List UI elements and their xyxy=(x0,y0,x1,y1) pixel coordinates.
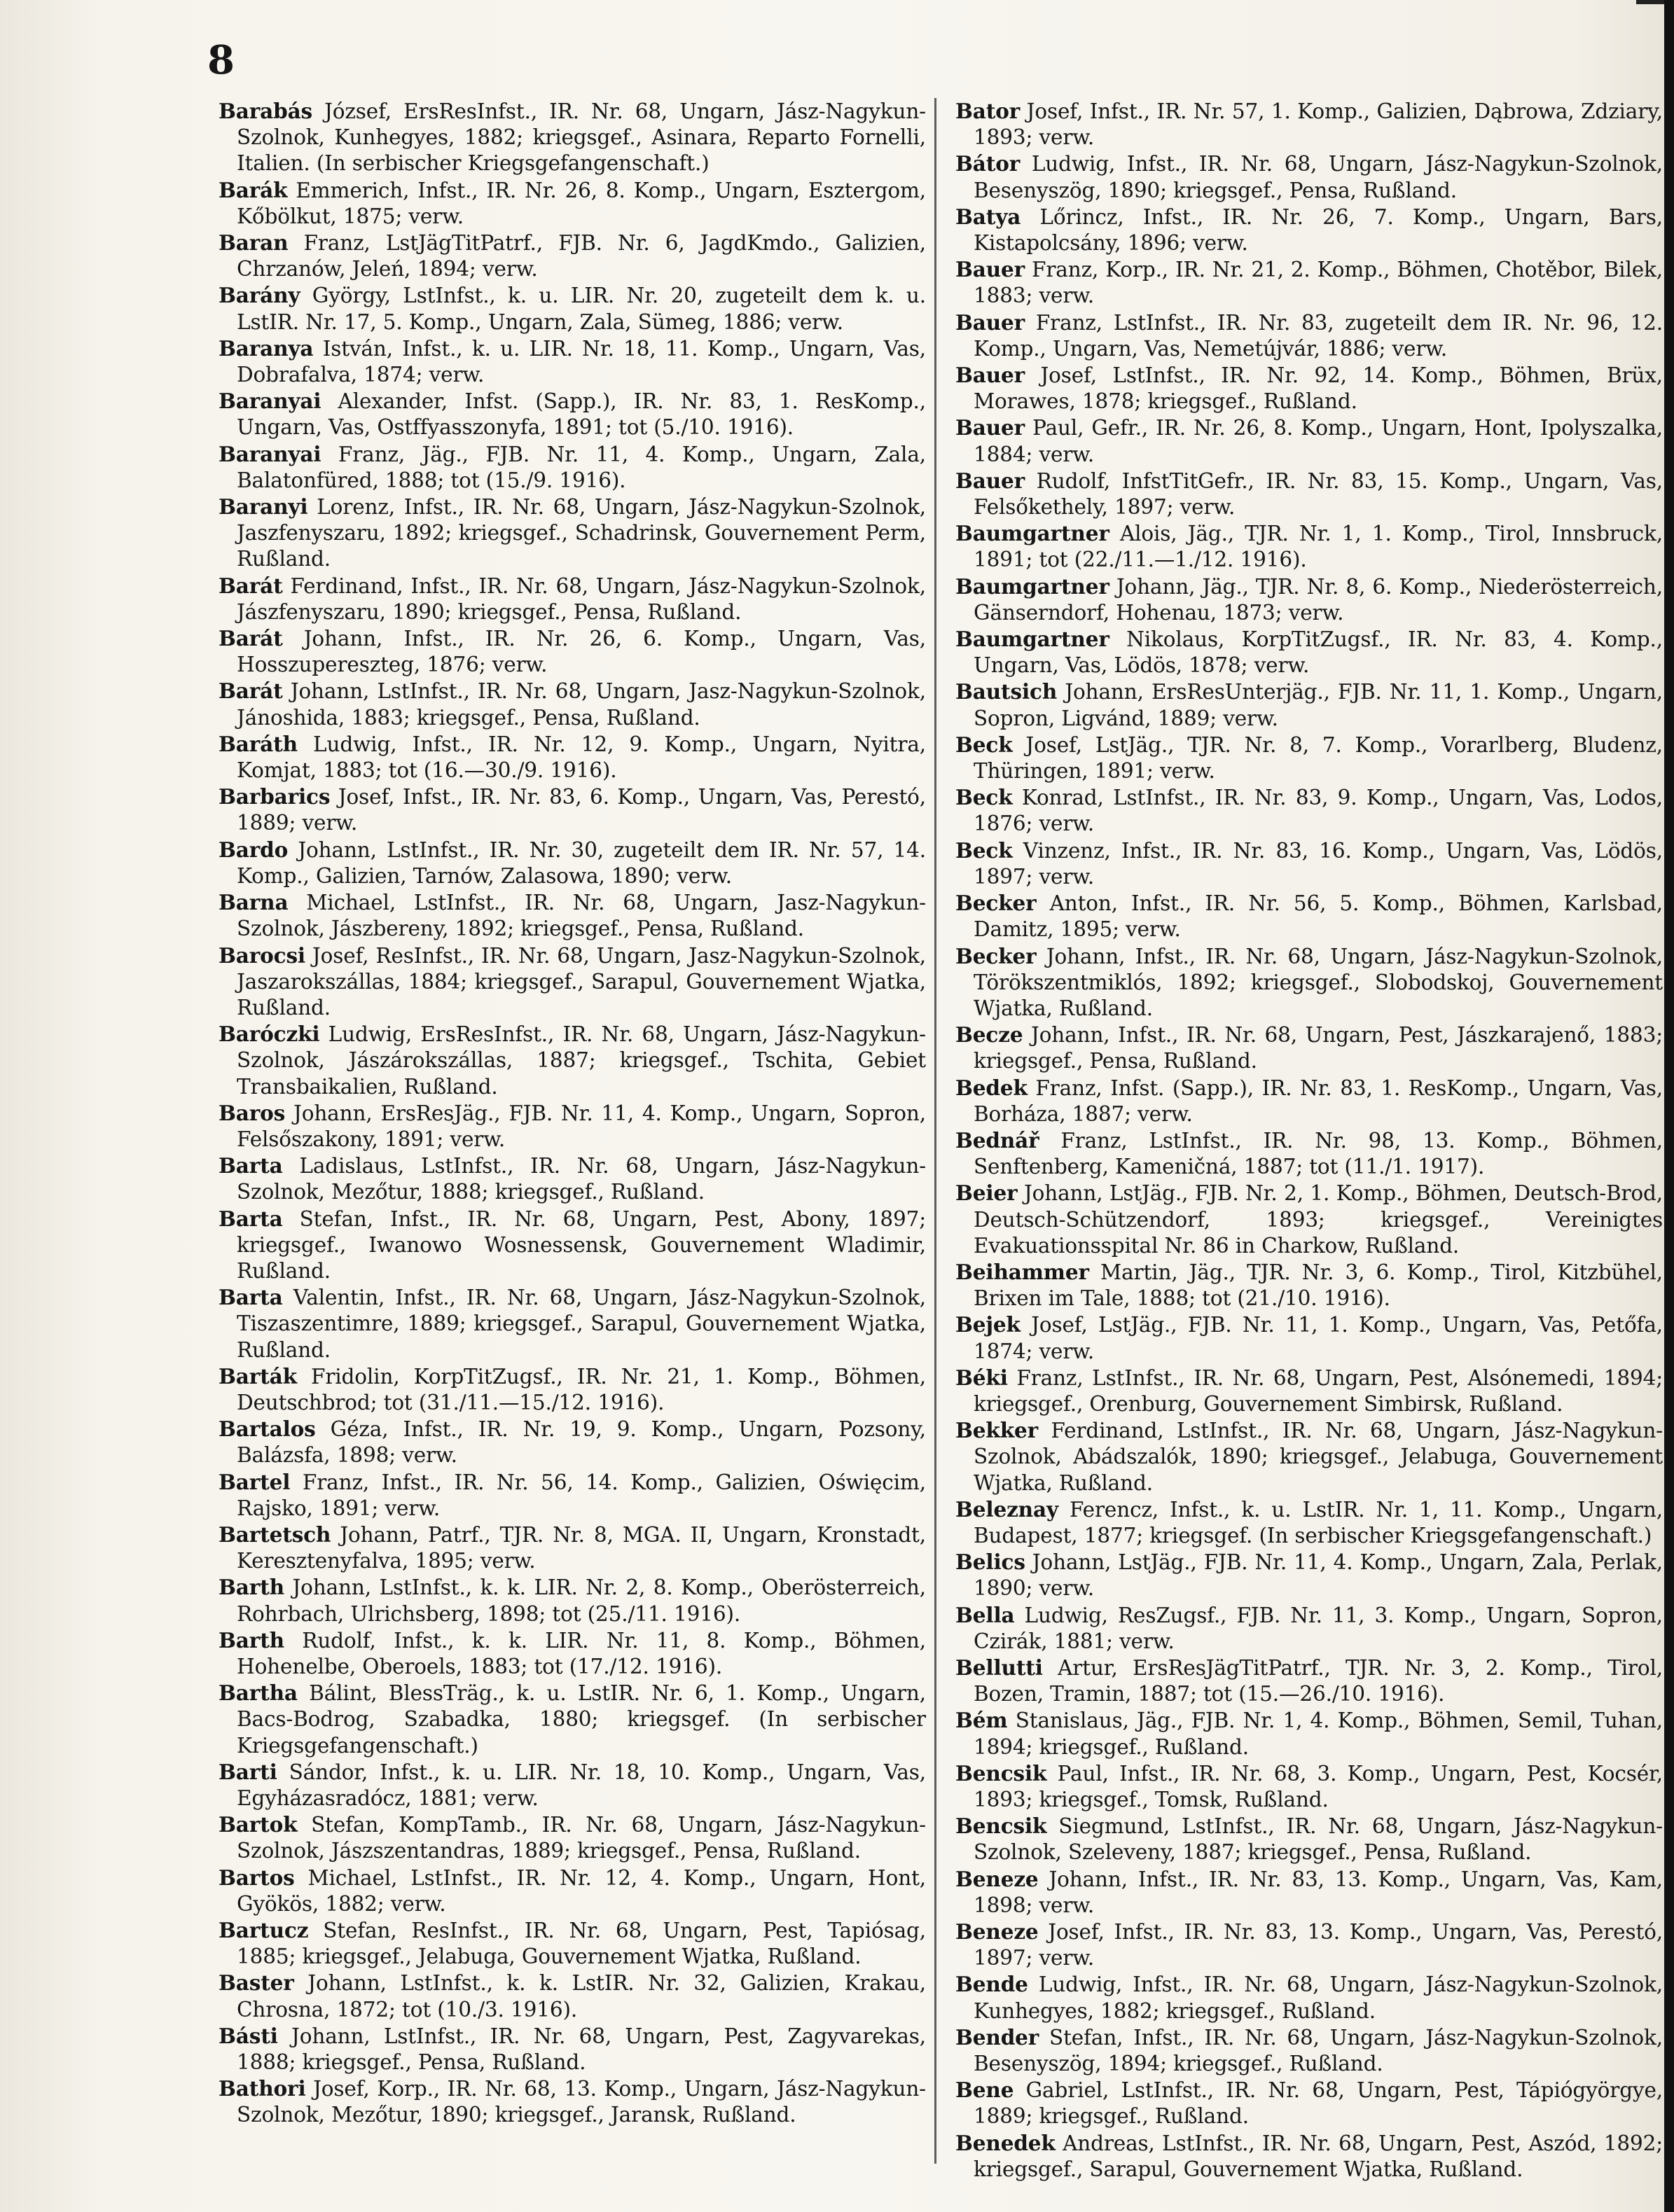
entry-details: Géza, Infst., IR. Nr. 19, 9. Komp., Ungarn, Pozsony, Balázsfa, 1898; verw. xyxy=(237,1417,926,1468)
entry-surname: Barát xyxy=(219,573,283,598)
casualty-entry xyxy=(955,2077,1663,2129)
page-edge-shadow xyxy=(1664,0,1674,2212)
casualty-entry xyxy=(955,1365,1663,1417)
entry-details: Valentin, Infst., IR. Nr. 68, Ungarn, Jász-Nagykun-Szolnok, Tiszaszentimre, 1889; kriegsgef., Sarapul, Gouvernement Wjatka, Rußland. xyxy=(237,1286,926,1362)
entry-surname: Bella xyxy=(955,1602,1015,1627)
entry-details: Josef, LstInfst., IR. Nr. 92, 14. Komp., Böhmen, Brüx, Morawes, 1878; kriegsgef., Rußland. xyxy=(974,363,1663,414)
entry-surname: Bencsik xyxy=(955,1814,1047,1839)
entry-details: György, LstInfst., k. u. LIR. Nr. 20, zugeteilt dem k. u. LstIR. Nr. 17, 5. Komp., Ungarn, Zala, Sümeg, 1886; verw. xyxy=(237,284,926,334)
casualty-entry xyxy=(219,1021,926,1100)
entry-surname: Bednář xyxy=(955,1127,1039,1153)
entry-details: Stefan, Infst., IR. Nr. 68, Ungarn, Jász-Nagykun-Szolnok, Besenyszög, 1894; kriegsgef., Rußland. xyxy=(974,2025,1663,2076)
entry-surname: Baumgartner xyxy=(955,573,1109,599)
entry-details: Johann, Infst., IR. Nr. 26, 6. Komp., Ungarn, Vas, Hosszupereszteg, 1876; verw. xyxy=(237,627,926,677)
entry-details: Andreas, LstInfst., IR. Nr. 68, Ungarn, Pest, Aszód, 1892; kriegsgef., Sarapul, Gouvernement Wjatka, Rußland. xyxy=(974,2131,1663,2181)
casualty-entry xyxy=(955,1549,1663,1601)
entry-surname: Bende xyxy=(955,1972,1028,1997)
casualty-entry xyxy=(219,2075,926,2128)
entry-surname: Becker xyxy=(955,891,1037,916)
entry-details: Ludwig, Infst., IR. Nr. 12, 9. Komp., Ungarn, Nyitra, Komjat, 1883; tot (16.—30./9. 1916). xyxy=(237,732,926,783)
casualty-entry xyxy=(955,1075,1663,1127)
entry-surname: Beck xyxy=(955,785,1013,810)
entry-surname: Bauer xyxy=(955,309,1025,335)
entry-surname: Barta xyxy=(219,1153,283,1178)
entry-details: Vinzenz, Infst., IR. Nr. 83, 16. Komp., Ungarn, Vas, Lödös, 1897; verw. xyxy=(974,838,1663,889)
entry-surname: Barbarics xyxy=(219,784,331,809)
casualty-entry xyxy=(219,784,926,836)
column-divider xyxy=(934,98,936,2164)
page-number: 8 xyxy=(207,37,235,83)
casualty-entry xyxy=(219,1469,926,1522)
casualty-entry xyxy=(955,1971,1663,2024)
entry-surname: Bauer xyxy=(955,257,1025,282)
entry-details: Josef, Korp., IR. Nr. 68, 13. Komp., Ungarn, Jász-Nagykun-Szolnok, Mezőtur, 1890; kriegsgef., Jaransk, Rußland. xyxy=(237,2077,926,2127)
entry-details: Johann, LstInfst., k. k. LstIR. Nr. 32, Galizien, Krakau, Chrosna, 1872; tot (10./3. 1916). xyxy=(237,1971,926,2022)
entry-details: Artur, ErsResJägTitPatrf., TJR. Nr. 3, 2. Komp., Tirol, Bozen, Tramin, 1887; tot (15.—26./10. 1916). xyxy=(974,1655,1663,1706)
casualty-entry xyxy=(955,468,1663,520)
entry-details: Johann, Patrf., TJR. Nr. 8, MGA. II, Ungarn, Kronstadt, Keresztenyfalva, 1895; verw. xyxy=(237,1522,926,1573)
entry-surname: Bardo xyxy=(219,837,289,862)
entry-surname: Bator xyxy=(955,99,1021,123)
entry-details: Franz, Infst. (Sapp.), IR. Nr. 83, 1. ResKomp., Ungarn, Vas, Borháza, 1887; verw. xyxy=(974,1076,1663,1126)
entry-surname: Baranya xyxy=(219,335,314,361)
entry-surname: Beier xyxy=(955,1181,1018,1206)
casualty-entry xyxy=(955,1259,1663,1312)
casualty-entry xyxy=(955,1312,1663,1364)
casualty-entry xyxy=(955,1496,1663,1549)
entry-details: István, Infst., k. u. LIR. Nr. 18, 11. Komp., Ungarn, Vas, Dobrafalva, 1874; verw. xyxy=(237,336,926,387)
entry-surname: Bencsik xyxy=(955,1760,1047,1786)
casualty-entry xyxy=(219,1206,926,1285)
entry-surname: Bartel xyxy=(219,1469,291,1494)
casualty-entry xyxy=(219,98,926,177)
casualty-entry xyxy=(219,177,926,230)
entry-surname: Barabás xyxy=(219,99,313,123)
entry-surname: Bautsich xyxy=(955,679,1058,704)
casualty-entry xyxy=(955,98,1663,151)
entry-details: Johann, LstJäg., FJB. Nr. 11, 4. Komp., Ungarn, Zala, Perlak, 1890; verw. xyxy=(974,1550,1663,1601)
casualty-entry xyxy=(955,1866,1663,1919)
entry-details: Josef, ResInfst., IR. Nr. 68, Ungarn, Jasz-Nagykun-Szolnok, Jaszarokszállas, 1884; kriegsgef., Sarapul, Gouvernement Wjatka, Rußland. xyxy=(237,943,926,1020)
entry-surname: Baróczki xyxy=(219,1022,320,1047)
entry-surname: Barák xyxy=(219,177,288,202)
casualty-entry xyxy=(219,2023,926,2075)
entry-details: Stefan, Infst., IR. Nr. 68, Ungarn, Pest, Abony, 1897; kriegsgef., Iwanowo Wosnessensk, Gouvernement Wladimir, Rußland. xyxy=(237,1206,926,1283)
entry-details: Michael, LstInfst., IR. Nr. 12, 4. Komp., Ungarn, Hont, Gyökös, 1882; verw. xyxy=(237,1865,926,1916)
entry-surname: Barocsi xyxy=(219,942,305,968)
casualty-entry xyxy=(955,732,1663,784)
casualty-entry xyxy=(955,626,1663,679)
casualty-entry xyxy=(219,1153,926,1205)
casualty-entry xyxy=(219,230,926,282)
entry-details: Ladislaus, LstInfst., IR. Nr. 68, Ungarn, Jász-Nagykun-Szolnok, Mezőtur, 1888; kriegsgef., Rußland. xyxy=(237,1154,926,1204)
entry-surname: Bartetsch xyxy=(219,1522,331,1547)
entry-details: Johann, LstInfst., k. k. LIR. Nr. 2, 8. Komp., Oberösterreich, Rohrbach, Ulrichsberg, 1898; tot (25./11. 1916). xyxy=(237,1575,926,1626)
entry-surname: Bender xyxy=(955,2024,1039,2050)
entry-details: Franz, LstInfst., IR. Nr. 98, 13. Komp., Böhmen, Senftenberg, Kameničná, 1887; tot (11./1. 1917). xyxy=(974,1128,1663,1179)
casualty-entry xyxy=(219,1759,926,1811)
entry-surname: Bauer xyxy=(955,363,1025,388)
entry-surname: Baranyai xyxy=(219,441,321,466)
entry-details: Josef, Infst., IR. Nr. 83, 13. Komp., Ungarn, Vas, Perestó, 1897; verw. xyxy=(974,1920,1663,1970)
casualty-entry xyxy=(219,1416,926,1468)
casualty-entry xyxy=(219,1811,926,1864)
casualty-entry xyxy=(955,837,1663,890)
entry-details: Franz, LstJägTitPatrf., FJB. Nr. 6, JagdKmdo., Galizien, Chrzanów, Jeleń, 1894; verw. xyxy=(237,231,926,281)
entry-details: Gabriel, LstInfst., IR. Nr. 68, Ungarn, Pest, Tápiógyörgye, 1889; kriegsgef., Rußland. xyxy=(974,2078,1663,2129)
entry-details: Johann, ErsResJäg., FJB. Nr. 11, 4. Komp., Ungarn, Sopron, Felsőszakony, 1891; verw. xyxy=(237,1101,926,1151)
entry-details: Johann, LstInfst., IR. Nr. 30, zugeteilt dem IR. Nr. 57, 14. Komp., Galizien, Tarnów, Zalasowa, 1890; verw. xyxy=(237,837,926,888)
entry-details: Konrad, LstInfst., IR. Nr. 83, 9. Komp., Ungarn, Vas, Lodos, 1876; verw. xyxy=(974,786,1663,836)
casualty-entry xyxy=(955,1655,1663,1707)
entry-details: Emmerich, Infst., IR. Nr. 26, 8. Komp., Ungarn, Esztergom, Kőbölkut, 1875; verw. xyxy=(237,178,926,228)
casualty-entry xyxy=(955,256,1663,309)
entry-details: Ferdinand, Infst., IR. Nr. 68, Ungarn, Jász-Nagykun-Szolnok, Jászfenyszaru, 1890; kriegsgef., Pensa, Rußland. xyxy=(237,573,926,624)
casualty-entry xyxy=(219,1574,926,1627)
casualty-entry xyxy=(955,679,1663,731)
casualty-entry xyxy=(219,573,926,625)
entry-surname: Bartha xyxy=(219,1681,298,1706)
casualty-entry xyxy=(219,494,926,573)
entry-surname: Bartos xyxy=(219,1865,295,1890)
entry-surname: Béki xyxy=(955,1365,1008,1390)
entry-surname: Bellutti xyxy=(955,1655,1043,1680)
entry-details: Fridolin, KorpTitZugsf., IR. Nr. 21, 1. Komp., Böhmen, Deutschbrod; tot (31./11.—15./12. 1916). xyxy=(237,1364,926,1414)
entry-details: Michael, LstInfst., IR. Nr. 68, Ungarn, Jasz-Nagykun-Szolnok, Jászbereny, 1892; kriegsgef., Pensa, Rußland. xyxy=(237,891,926,941)
page-corner-mark xyxy=(1636,0,1664,4)
entry-details: Siegmund, LstInfst., IR. Nr. 68, Ungarn, Jász-Nagykun-Szolnok, Szeleveny, 1887; kriegsgef., Pensa, Rußland. xyxy=(974,1814,1663,1865)
entry-details: Johann, ErsResUnterjäg., FJB. Nr. 11, 1. Komp., Ungarn, Sopron, Ligvánd, 1889; verw. xyxy=(974,680,1663,730)
casualty-entry xyxy=(219,1865,926,1917)
casualty-entry xyxy=(955,2024,1663,2077)
entry-surname: Beihammer xyxy=(955,1259,1089,1284)
entry-details: Franz, Jäg., FJB. Nr. 11, 4. Komp., Ungarn, Zala, Balatonfüred, 1888; tot (15./9. 1916). xyxy=(237,442,926,492)
casualty-entry xyxy=(219,837,926,889)
casualty-entry xyxy=(955,151,1663,203)
casualty-entry xyxy=(219,625,926,678)
casualty-entry xyxy=(219,1100,926,1153)
casualty-entry xyxy=(955,890,1663,942)
casualty-entry xyxy=(219,441,926,494)
entry-details: Bálint, BlessTräg., k. u. LstIR. Nr. 6, 1. Komp., Ungarn, Bacs-Bodrog, Szabadka, 1880; kriegsgef. (In serbischer Kriegsgefangenschaft.) xyxy=(237,1681,926,1758)
casualty-entry xyxy=(955,784,1663,837)
entry-surname: Beleznay xyxy=(955,1496,1058,1522)
entry-details: Lorenz, Infst., IR. Nr. 68, Ungarn, Jász-Nagykun-Szolnok, Jaszfenyszaru, 1892; kriegsgef., Schadrinsk, Gouvernement Perm, Rußland. xyxy=(237,495,926,571)
entry-surname: Barát xyxy=(219,679,283,704)
entry-surname: Bekker xyxy=(955,1418,1038,1443)
entry-surname: Básti xyxy=(219,2023,278,2048)
casualty-entry xyxy=(219,1680,926,1759)
casualty-entry xyxy=(219,1917,926,1970)
casualty-entry xyxy=(955,1180,1663,1259)
entry-details: Alexander, Infst. (Sapp.), IR. Nr. 83, 1. ResKomp., Ungarn, Vas, Ostffyasszonyfa, 1891; tot (5./10. 1916). xyxy=(237,389,926,440)
casualty-entry xyxy=(219,1970,926,2022)
entry-surname: Bém xyxy=(955,1708,1008,1733)
entry-surname: Bauer xyxy=(955,468,1025,493)
entry-details: Rudolf, Infst., k. k. LIR. Nr. 11, 8. Komp., Böhmen, Hohenelbe, Oberoels, 1883; tot (17./12. 1916). xyxy=(237,1628,926,1678)
entry-details: Franz, Korp., IR. Nr. 21, 2. Komp., Böhmen, Chotěbor, Bilek, 1883; verw. xyxy=(974,258,1663,308)
casualty-entry xyxy=(219,1284,926,1363)
casualty-entry xyxy=(955,1707,1663,1760)
entry-surname: Barna xyxy=(219,890,289,915)
entry-surname: Barta xyxy=(219,1285,283,1310)
entry-details: Lőrincz, Infst., IR. Nr. 26, 7. Komp., Ungarn, Bars, Kistapolcsány, 1896; verw. xyxy=(974,204,1663,256)
entry-surname: Bathori xyxy=(219,2076,306,2101)
casualty-entry xyxy=(955,1022,1663,1074)
entry-surname: Bedek xyxy=(955,1075,1028,1100)
casualty-entry xyxy=(219,1522,926,1574)
casualty-entry xyxy=(955,1813,1663,1865)
entry-surname: Batya xyxy=(955,204,1021,229)
entry-surname: Baumgartner xyxy=(955,627,1109,652)
entry-surname: Beneze xyxy=(955,1919,1039,1945)
entry-surname: Barth xyxy=(219,1575,284,1600)
casualty-entry xyxy=(955,1127,1663,1180)
entry-surname: Benedek xyxy=(955,2130,1056,2155)
entry-details: Ferencz, Infst., k. u. LstIR. Nr. 1, 11. Komp., Ungarn, Budapest, 1877; kriegsgef. (In serbischer Kriegsgefangenschaft.) xyxy=(974,1497,1663,1547)
casualty-entry xyxy=(219,282,926,335)
entry-surname: Barth xyxy=(219,1627,284,1653)
entry-details: Rudolf, InfstTitGefr., IR. Nr. 83, 15. Komp., Ungarn, Vas, Felsőkethely, 1897; verw. xyxy=(974,468,1663,520)
entry-details: Ferdinand, LstInfst., IR. Nr. 68, Ungarn, Jász-Nagykun-Szolnok, Abádszalók, 1890; kriegsgef., Jelabuga, Gouvernement Wjatka, Rußland. xyxy=(974,1419,1663,1495)
entry-surname: Barta xyxy=(219,1206,283,1231)
entry-details: Johann, Infst., IR. Nr. 68, Ungarn, Jász-Nagykun-Szolnok, Törökszentmiklós, 1892; kriegsgef., Slobodskoj, Gouvernement Wjatka, Rußland. xyxy=(974,944,1663,1020)
entry-surname: Bátor xyxy=(955,151,1021,176)
entry-details: Josef, Infst., IR. Nr. 83, 6. Komp., Ungarn, Vas, Perestó, 1889; verw. xyxy=(237,785,926,835)
entry-details: Josef, Infst., IR. Nr. 57, 1. Komp., Galizien, Dąbrowa, Zdziary, 1893; verw. xyxy=(974,99,1663,150)
entry-details: Stefan, ResInfst., IR. Nr. 68, Ungarn, Pest, Tapiósag, 1885; kriegsgef., Jelabuga, Gouvernement Wjatka, Rußland. xyxy=(237,1919,926,1969)
entry-surname: Bartok xyxy=(219,1812,298,1837)
entry-surname: Barát xyxy=(219,626,283,651)
entry-details: Martin, Jäg., TJR. Nr. 3, 6. Komp., Tirol, Kitzbühel, Brixen im Tale, 1888; tot (21./10. 1916). xyxy=(974,1260,1663,1311)
casualty-entry xyxy=(219,1363,926,1416)
entry-details: Paul, Infst., IR. Nr. 68, 3. Komp., Ungarn, Pest, Kocsér, 1893; kriegsgef., Tomsk, Rußland. xyxy=(974,1761,1663,1811)
entry-details: Ludwig, ErsResInfst., IR. Nr. 68, Ungarn, Jász-Nagykun-Szolnok, Jászárokszállas, 1887; kriegsgef., Tschita, Gebiet Transbaikalien, Rußland. xyxy=(237,1022,926,1099)
entry-surname: Barti xyxy=(219,1759,277,1784)
entry-details: Franz, LstInfst., IR. Nr. 68, Ungarn, Pest, Alsónemedi, 1894; kriegsgef., Orenburg, Gouvernement Simbirsk, Rußland. xyxy=(974,1365,1663,1416)
entry-surname: Belics xyxy=(955,1550,1025,1575)
casualty-entry xyxy=(955,309,1663,362)
entry-details: Johann, LstInfst., IR. Nr. 68, Ungarn, Jasz-Nagykun-Szolnok, Jánoshida, 1883; kriegsgef., Pensa, Rußland. xyxy=(237,679,926,730)
right-column xyxy=(955,98,1663,2183)
entry-surname: Bartalos xyxy=(219,1417,316,1442)
casualty-entry xyxy=(955,1417,1663,1496)
entry-details: Johann, Jäg., TJR. Nr. 8, 6. Komp., Niederösterreich, Gänserndorf, Hohenau, 1873; verw. xyxy=(974,574,1663,625)
entry-surname: Beneze xyxy=(955,1866,1039,1891)
entry-details: Josef, LstJäg., TJR. Nr. 8, 7. Komp., Vorarlberg, Bludenz, Thüringen, 1891; verw. xyxy=(974,732,1663,784)
entry-details: Anton, Infst., IR. Nr. 56, 5. Komp., Böhmen, Karlsbad, Damitz, 1895; verw. xyxy=(974,891,1663,942)
entry-surname: Barták xyxy=(219,1363,297,1389)
entry-details: József, ErsResInfst., IR. Nr. 68, Ungarn, Jász-Nagykun-Szolnok, Kunhegyes, 1882; kriegsgef., Asinara, Reparto Fornelli, Italien. (In serbischer Kriegsgefangenschaft.) xyxy=(237,99,926,176)
entry-details: Franz, Infst., IR. Nr. 56, 14. Komp., Galizien, Oświęcim, Rajsko, 1891; verw. xyxy=(237,1470,926,1520)
entry-surname: Baster xyxy=(219,1970,294,1996)
entry-details: Nikolaus, KorpTitZugsf., IR. Nr. 83, 4. Komp., Ungarn, Vas, Lödös, 1878; verw. xyxy=(974,627,1663,678)
casualty-entry xyxy=(955,1602,1663,1655)
casualty-entry xyxy=(219,731,926,784)
casualty-entry xyxy=(219,942,926,1022)
entry-details: Paul, Gefr., IR. Nr. 26, 8. Komp., Ungarn, Hont, Ipolyszalka, 1884; verw. xyxy=(974,416,1663,466)
casualty-entry xyxy=(955,415,1663,467)
casualty-entry xyxy=(955,362,1663,415)
entry-details: Franz, LstInfst., IR. Nr. 83, zugeteilt dem IR. Nr. 96, 12. Komp., Ungarn, Vas, Nemetújvár, 1886; verw. xyxy=(974,310,1663,361)
entry-surname: Bejek xyxy=(955,1312,1021,1337)
entry-surname: Beck xyxy=(955,837,1013,863)
casualty-entry xyxy=(219,335,926,388)
casualty-entry xyxy=(219,388,926,440)
casualty-entry xyxy=(219,889,926,942)
entry-details: Ludwig, Infst., IR. Nr. 68, Ungarn, Jász-Nagykun-Szolnok, Besenyszög, 1890; kriegsgef., Pensa, Rußland. xyxy=(974,152,1663,202)
entry-details: Stefan, KompTamb., IR. Nr. 68, Ungarn, Jász-Nagykun-Szolnok, Jászszentandras, 1889; kriegsgef., Pensa, Rußland. xyxy=(237,1813,926,1863)
entry-details: Ludwig, Infst., IR. Nr. 68, Ungarn, Jász-Nagykun-Szolnok, Kunhegyes, 1882; kriegsgef., Rußland. xyxy=(974,1973,1663,2023)
entry-surname: Baráth xyxy=(219,731,298,756)
casualty-entry xyxy=(219,1627,926,1680)
entry-surname: Beck xyxy=(955,732,1013,757)
entry-details: Stanislaus, Jäg., FJB. Nr. 1, 4. Komp., Böhmen, Semil, Tuhan, 1894; kriegsgef., Rußland. xyxy=(974,1709,1663,1759)
entry-surname: Baros xyxy=(219,1100,286,1125)
entry-details: Johann, LstInfst., IR. Nr. 68, Ungarn, Pest, Zagyvarekas, 1888; kriegsgef., Pensa, Rußland. xyxy=(237,2024,926,2075)
entry-surname: Baumgartner xyxy=(955,521,1109,546)
casualty-entry xyxy=(955,1760,1663,1813)
casualty-entry xyxy=(955,520,1663,573)
entry-surname: Baranyi xyxy=(219,494,308,520)
entry-details: Johann, Infst., IR. Nr. 68, Ungarn, Pest, Jászkarajenő, 1883; kriegsgef., Pensa, Rußland. xyxy=(974,1023,1663,1073)
casualty-entry xyxy=(219,678,926,730)
entry-details: Ludwig, ResZugsf., FJB. Nr. 11, 3. Komp., Ungarn, Sopron, Czirák, 1881; verw. xyxy=(974,1603,1663,1653)
entry-details: Sándor, Infst., k. u. LIR. Nr. 18, 10. Komp., Ungarn, Vas, Egyházasradócz, 1881; verw. xyxy=(237,1760,926,1810)
entry-details: Alois, Jäg., TJR. Nr. 1, 1. Komp., Tirol, Innsbruck, 1891; tot (22./11.—1./12. 1916). xyxy=(974,522,1663,572)
casualty-entry xyxy=(955,573,1663,626)
casualty-entry xyxy=(955,2130,1663,2183)
entry-surname: Baran xyxy=(219,230,289,256)
entry-surname: Bene xyxy=(955,2078,1014,2103)
entry-details: Josef, LstJäg., FJB. Nr. 11, 1. Komp., Ungarn, Vas, Petőfa, 1874; verw. xyxy=(974,1313,1663,1363)
casualty-entry xyxy=(955,204,1663,256)
entry-surname: Becker xyxy=(955,943,1037,968)
entry-surname: Baranyai xyxy=(219,389,321,414)
entry-surname: Bauer xyxy=(955,415,1025,440)
entry-surname: Barány xyxy=(219,283,300,308)
entry-surname: Becze xyxy=(955,1022,1023,1048)
left-column xyxy=(219,98,926,2129)
entry-details: Johann, Infst., IR. Nr. 83, 13. Komp., Ungarn, Vas, Kam, 1898; verw. xyxy=(974,1867,1663,1917)
casualty-entry xyxy=(955,1919,1663,1971)
casualty-entry xyxy=(955,943,1663,1022)
entry-details: Johann, LstJäg., FJB. Nr. 2, 1. Komp., Böhmen, Deutsch-Brod, Deutsch-Schützendorf, 1893; kriegsgef., Vereinigtes Evakuationsspital Nr. 86 in Charkow, Rußland. xyxy=(974,1181,1663,1258)
entry-surname: Bartucz xyxy=(219,1918,309,1943)
